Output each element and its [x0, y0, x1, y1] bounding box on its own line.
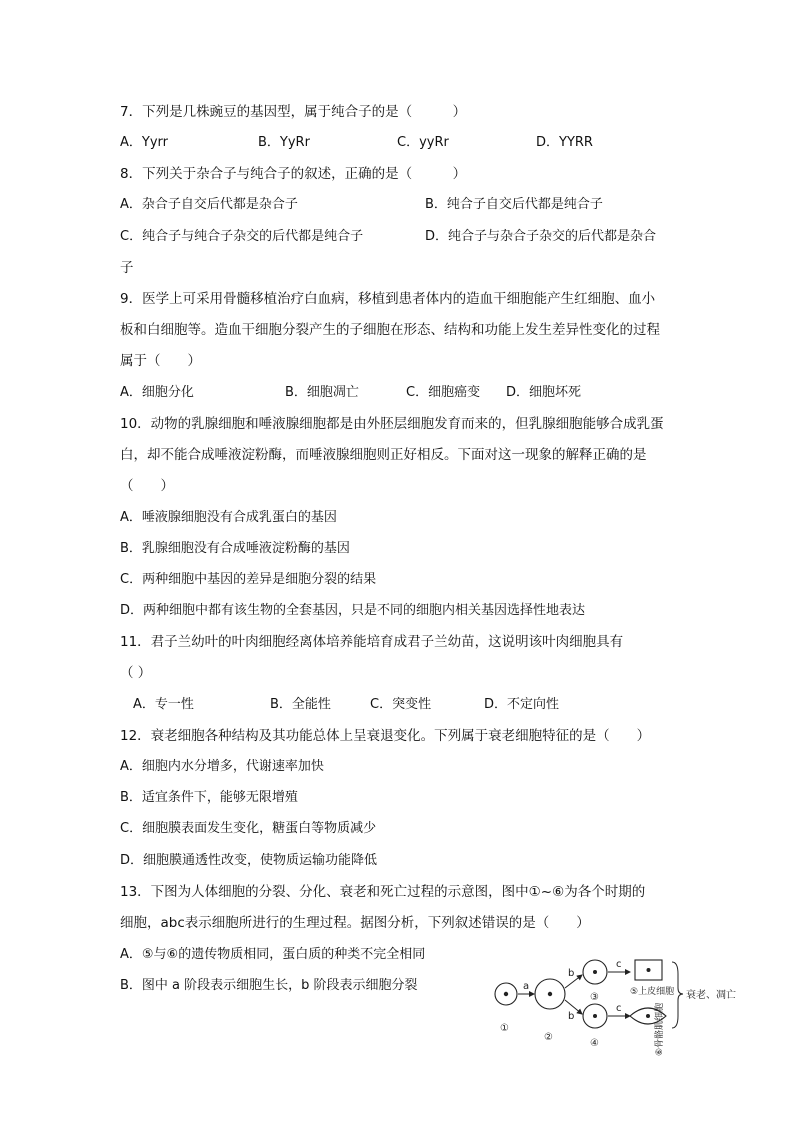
q9-option-a: A．细胞分化	[120, 385, 194, 400]
q11-stem-line-2: （ ）	[120, 665, 152, 681]
q12-stem: 12．衰老细胞各种结构及其功能总体上呈衰退变化。下列属于衰老细胞特征的是（ ）	[120, 728, 651, 744]
q10-stem-line-1: 10．动物的乳腺细胞和唾液腺细胞都是由外胚层细胞发育而来的，但乳腺细胞能够合成乳蛋	[120, 416, 664, 432]
q12-option-b: B．适宜条件下，能够无限增殖	[120, 790, 298, 805]
q7-option-c: C．yyRr	[397, 135, 449, 150]
q11-option-d: D．不定向性	[484, 697, 560, 712]
q7-stem: 7．下列是几株豌豆的基因型，属于纯合子的是（ ）	[120, 104, 467, 120]
cell-process-diagram	[490, 954, 750, 1064]
q13-stem-line-2: 细胞，abc表示细胞所进行的生理过程。据图分析，下列叙述错误的是（ ）	[120, 915, 590, 931]
number-1: ①	[500, 1023, 509, 1034]
q7-option-b: B．YyRr	[258, 135, 310, 150]
label-bracket: 衰老、凋亡	[686, 990, 736, 1001]
label-a: a	[523, 981, 530, 992]
label-c-down: c	[616, 1003, 622, 1014]
q8-option-c: C．纯合子与纯合子杂交的后代都是纯合子	[120, 229, 364, 244]
q10-option-a: A．唾液腺细胞没有合成乳蛋白的基因	[120, 510, 337, 525]
q11-stem-line-1: 11．君子兰幼叶的叶肉细胞经离体培养能培育成君子兰幼苗，这说明该叶肉细胞具有	[120, 634, 624, 650]
q9-option-d: D．细胞坏死	[506, 385, 582, 400]
q8-stem: 8．下列关于杂合子与纯合子的叙述，正确的是（ ）	[120, 166, 467, 182]
q8-option-b: B．纯合子自交后代都是纯合子	[425, 197, 603, 212]
q13-stem-line-1: 13．下图为人体细胞的分裂、分化、衰老和死亡过程的示意图，图中①~⑥为各个时期的	[120, 884, 646, 900]
q8-option-d-wrap: 子	[120, 260, 134, 276]
q10-stem-line-2: 白，却不能合成唾液淀粉酶，而唾液腺细胞则正好相反。下面对这一现象的解释正确的是	[120, 447, 647, 463]
q11-option-a: A．专一性	[133, 697, 194, 712]
q10-option-b: B．乳腺细胞没有合成唾液淀粉酶的基因	[120, 541, 350, 556]
q9-stem-line-2: 板和白细胞等。造血干细胞分裂产生的子细胞在形态、结构和功能上发生差异性变化的过程	[120, 322, 660, 338]
q8-option-a: A．杂合子自交后代都是杂合子	[120, 197, 298, 212]
label-cell-5: ⑤上皮细胞	[630, 987, 675, 997]
q13-option-a: A．⑤与⑥的遗传物质相同，蛋白质的种类不完全相同	[120, 947, 426, 962]
label-b-up: b	[568, 968, 575, 979]
q10-option-d: D．两种细胞中都有该生物的全套基因，只是不同的细胞内相关基因选择性地表达	[120, 603, 586, 618]
number-3: ③	[590, 992, 599, 1003]
cell-1-nucleus	[504, 992, 508, 996]
label-b-down: b	[568, 1011, 575, 1022]
q8-option-d: D．纯合子与杂合子杂交的后代都是杂合	[425, 229, 657, 244]
q11-option-b: B．全能性	[270, 697, 331, 712]
cell-4-nucleus	[593, 1014, 597, 1018]
q9-stem-line-3: 属于（ ）	[120, 353, 201, 369]
q7-option-d: D．YYRR	[536, 135, 593, 150]
cell-5-nucleus	[647, 968, 651, 972]
label-c-up: c	[616, 959, 622, 970]
q11-option-c: C．突变性	[370, 697, 432, 712]
q9-option-b: B．细胞凋亡	[285, 385, 359, 400]
q10-option-c: C．两种细胞中基因的差异是细胞分裂的结果	[120, 572, 377, 587]
label-cell-6: ⑥骨骼肌细胞	[655, 1002, 665, 1056]
q9-option-c: C．细胞癌变	[406, 385, 481, 400]
q7-option-a: A．Yyrr	[120, 135, 168, 150]
cell-2-nucleus	[548, 992, 552, 996]
q12-option-a: A．细胞内水分增多，代谢速率加快	[120, 759, 324, 774]
number-4: ④	[590, 1038, 599, 1049]
number-2: ②	[544, 1032, 553, 1043]
q10-stem-line-3: （ ）	[120, 478, 174, 494]
cell-6-nucleus	[646, 1014, 650, 1018]
q9-stem-line-1: 9．医学上可采用骨髓移植治疗白血病，移植到患者体内的造血干细胞能产生红细胞、血小	[120, 291, 656, 307]
cell-3-nucleus	[593, 970, 597, 974]
q12-option-c: C．细胞膜表面发生变化，糖蛋白等物质减少	[120, 821, 377, 836]
q13-option-b: B．图中 a 阶段表示细胞生长，b 阶段表示细胞分裂	[120, 978, 418, 993]
q12-option-d: D．细胞膜通透性改变，使物质运输功能降低	[120, 853, 378, 868]
